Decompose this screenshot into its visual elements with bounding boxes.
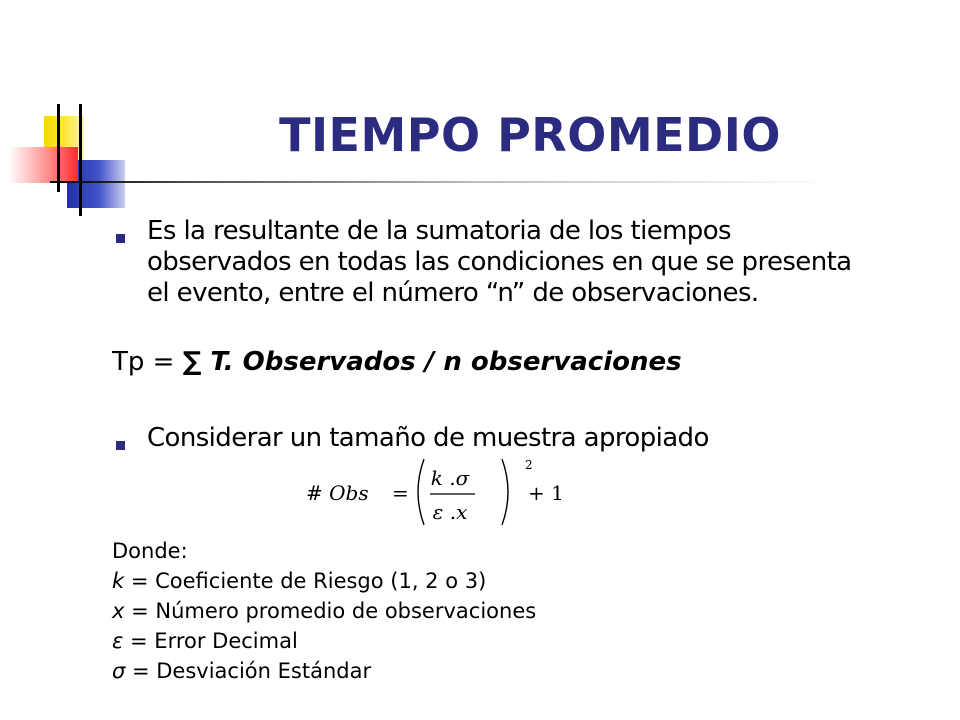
logo-vertical-line	[57, 104, 60, 192]
definition-text: = Desviación Estándar	[125, 659, 372, 683]
definitions-heading: Donde:	[112, 539, 188, 563]
logo-red-square	[8, 147, 78, 183]
definition-symbol: x	[112, 599, 125, 623]
formula-tp-lhs: Tp =	[112, 347, 183, 377]
formula-tp-expression: ∑ T. Observados / n observaciones	[182, 347, 682, 377]
logo-yellow-square	[44, 116, 84, 166]
bullet-marker	[116, 441, 125, 450]
definition-text: = Error Decimal	[123, 629, 298, 653]
title-underline	[50, 181, 830, 183]
formula-obs-numerator: k .σ	[430, 466, 470, 490]
logo-blue-square	[67, 160, 125, 208]
definitions-list	[112, 536, 536, 686]
formula-obs-equals: =	[392, 481, 409, 505]
definition-item	[112, 626, 536, 656]
formula-obs-lhs: # Obs	[306, 481, 369, 505]
formula-average-time	[112, 347, 682, 378]
formula-sample-size	[300, 455, 590, 530]
right-parenthesis	[502, 459, 508, 525]
left-parenthesis	[418, 459, 424, 525]
definition-symbol: k	[112, 569, 125, 593]
bullet-marker	[116, 234, 125, 243]
formula-obs-denominator: ε .x	[432, 500, 468, 524]
bullet-text: Es la resultante de la sumatoria de los tiempos observados en todas las condiciones en que se presenta el evento, entre el número “n” de observaciones.	[147, 216, 852, 308]
definition-item	[112, 596, 536, 626]
bullet-text: Considerar un tamaño de muestra apropiado	[147, 423, 709, 453]
definition-text: = Coeficiente de Riesgo (1, 2 o 3)	[124, 569, 487, 593]
slide-title: TIEMPO PROMEDIO	[279, 108, 781, 162]
formula-obs-exponent: 2	[525, 458, 533, 472]
definition-item	[112, 656, 536, 686]
logo-vertical-line	[79, 104, 82, 216]
definition-item	[112, 566, 536, 596]
definition-symbol: σ	[112, 659, 126, 683]
definition-symbol: ε	[112, 629, 124, 653]
definition-text: = Número promedio de observaciones	[124, 599, 537, 623]
formula-obs-plus-one: + 1	[528, 481, 564, 505]
